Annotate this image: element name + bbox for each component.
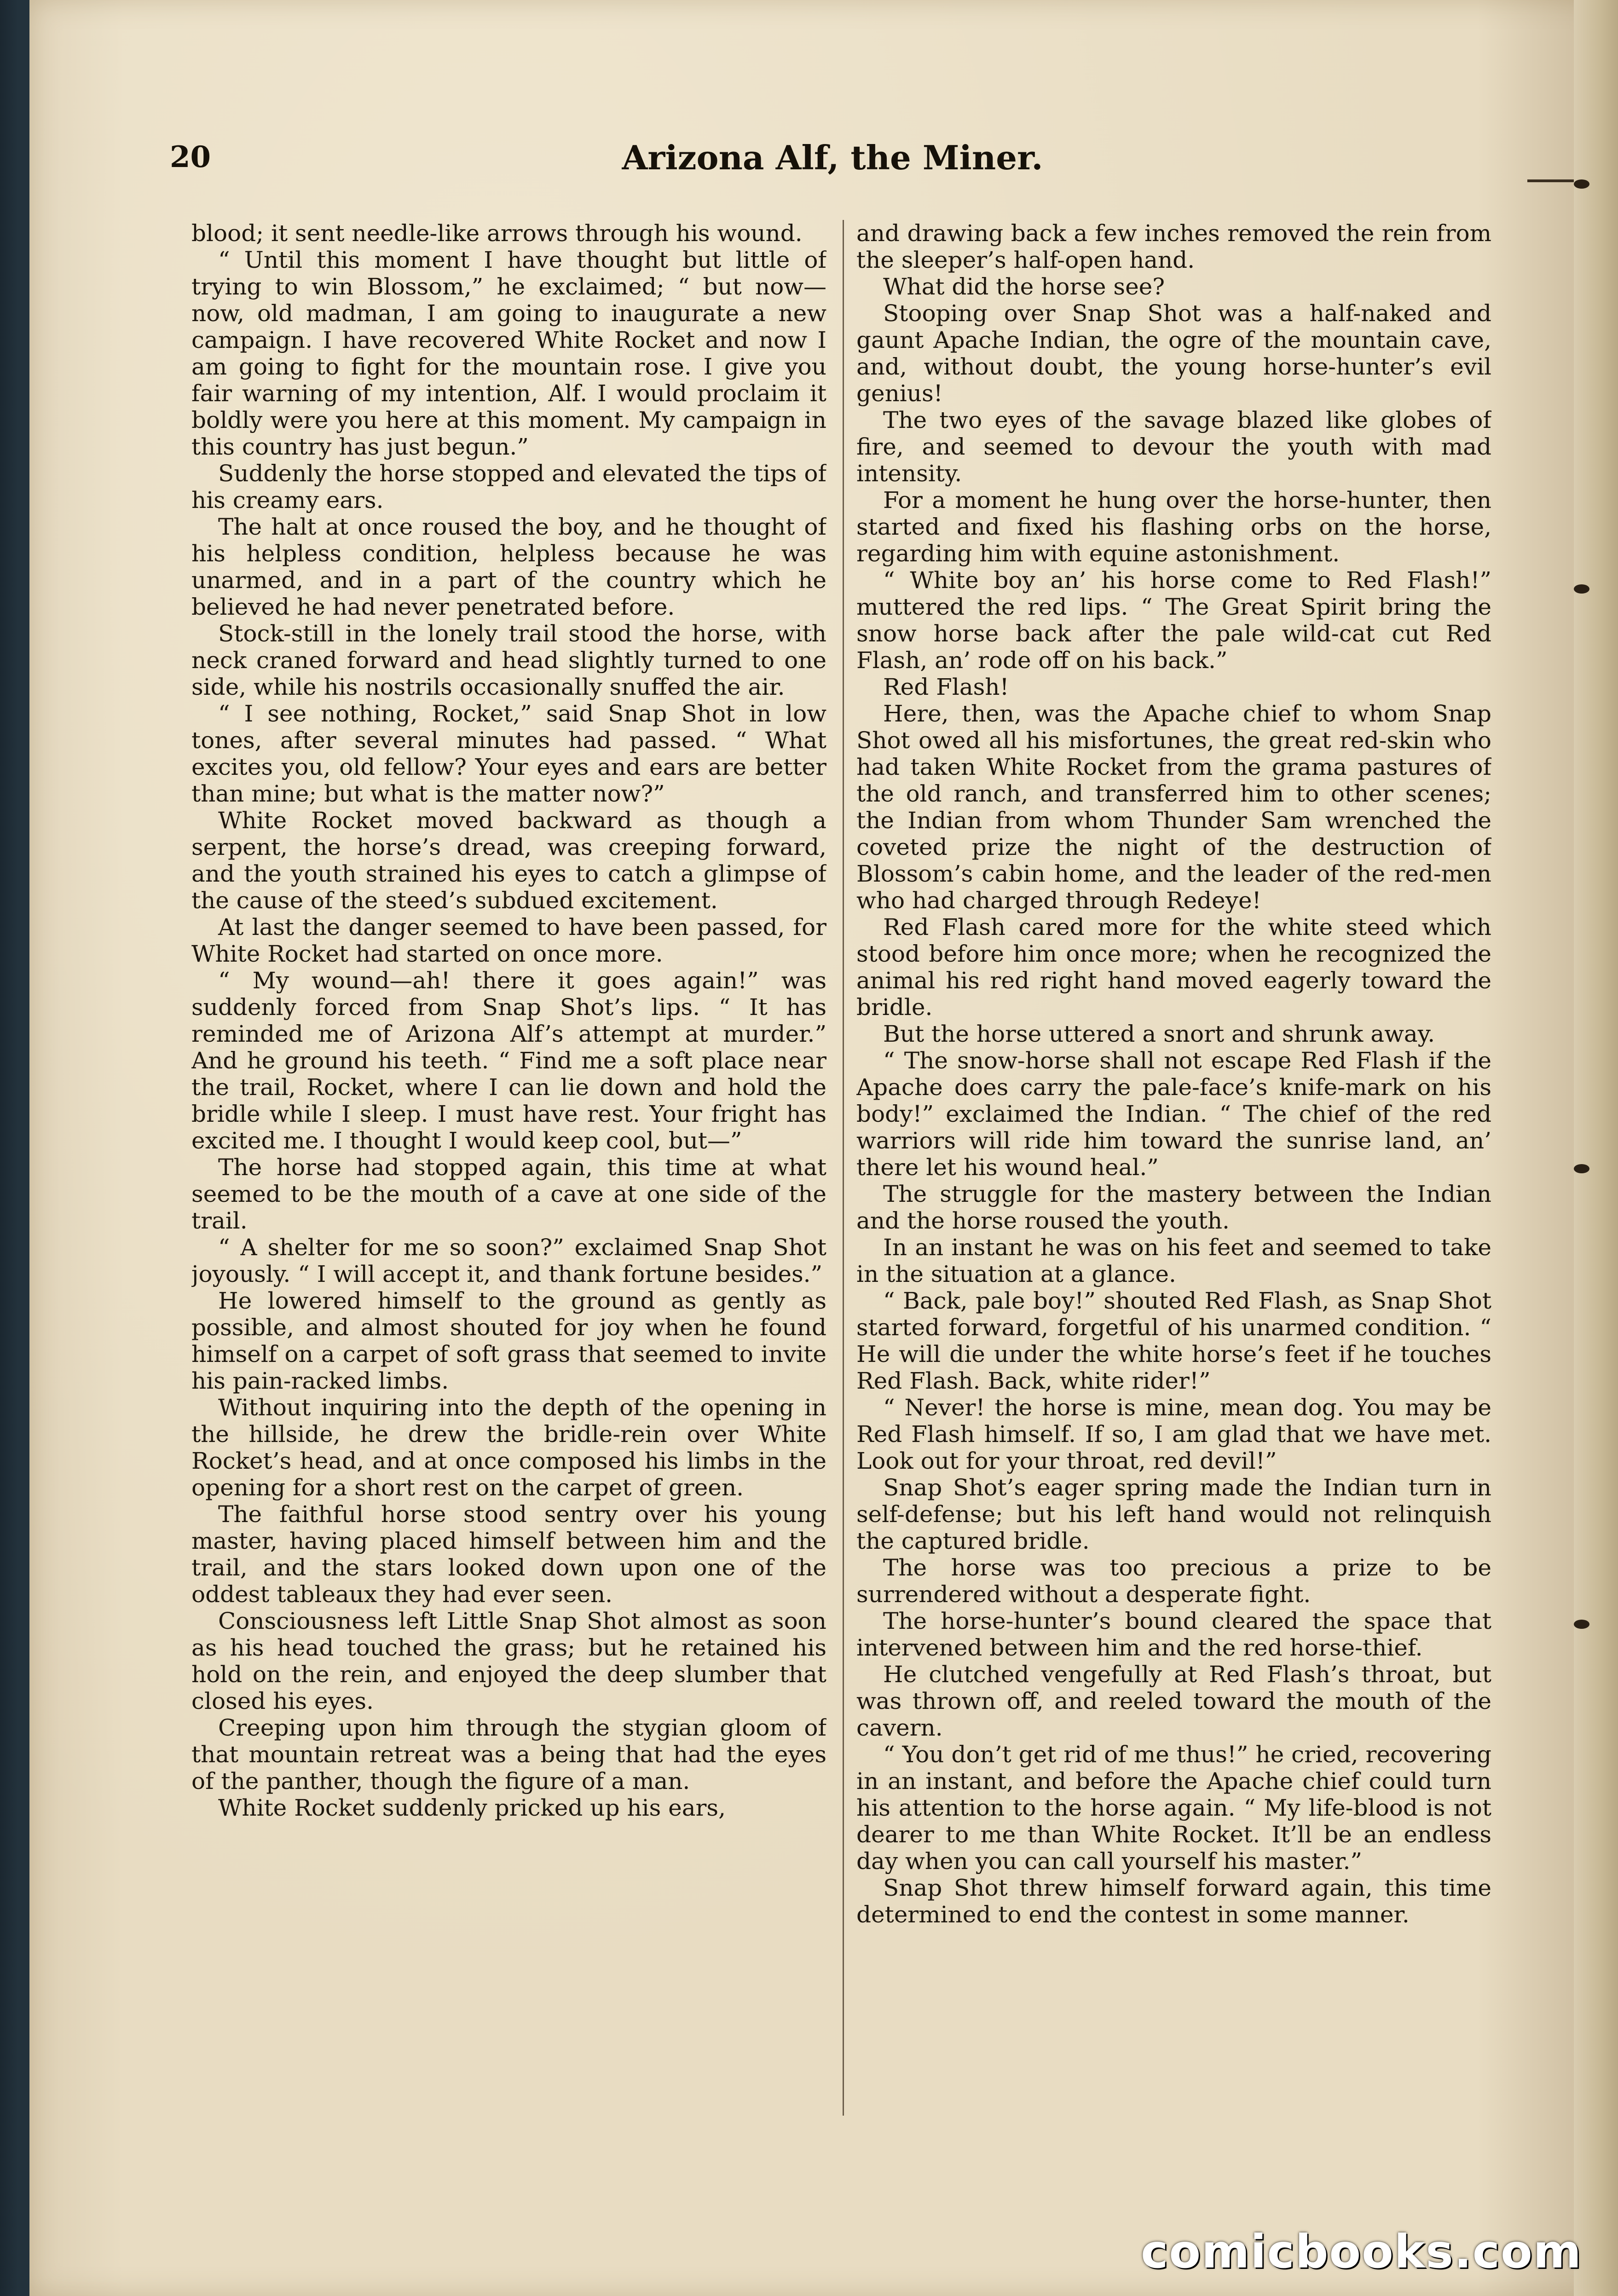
paragraph: White Rocket moved backward as though a serpent, the horse’s dread, was creeping forward, and the youth strained his eyes to catch a glimpse of the cause of the steed’s subdued excitement. <box>191 807 826 914</box>
paragraph: He lowered himself to the ground as gently as possible, and almost shouted for joy when he found himself on a carpet of soft grass that seemed to invite his pain-racked limbs. <box>191 1287 826 1394</box>
paragraph: Here, then, was the Apache chief to whom Snap Shot owed all his misfortunes, the great red-skin who had taken White Rocket from the grama pastures of the old ranch, and transferred him to other scenes; the Indian from whom Thunder Sam wrenched the coveted prize the night of the destruction of Blossom’s cabin home, and the leader of the red-men who had charged through Redeye! <box>856 700 1491 914</box>
right-column <box>856 220 1491 2152</box>
paragraph: The struggle for the mastery between the Indian and the horse roused the youth. <box>856 1181 1491 1234</box>
page-header <box>170 138 1495 189</box>
paragraph: Suddenly the horse stopped and elevated the tips of his creamy ears. <box>191 460 826 513</box>
paragraph: Snap Shot’s eager spring made the Indian turn in self-defense; but his left hand would not relinquish the captured bridle. <box>856 1474 1491 1554</box>
paragraph: White Rocket suddenly pricked up his ears, <box>218 1794 726 1821</box>
paragraph: The horse was too precious a prize to be surrendered without a desperate fight. <box>856 1554 1491 1608</box>
paragraph: The faithful horse stood sentry over his young master, having placed himself between him and the trail, and the stars looked down upon one of the oddest tableaux they had ever seen. <box>191 1501 826 1608</box>
paragraph: “ The snow-horse shall not escape Red Flash if the Apache does carry the pale-face’s knife-mark on his body!” exclaimed the Indian. “ The chief of the red warriors will ride him toward the sunrise land, an’ there let his wound heal.” <box>856 1047 1491 1181</box>
paragraph: Consciousness left Little Snap Shot almost as soon as his head touched the grass; but he retained his hold on the rein, and enjoyed the deep slumber that closed his eyes. <box>191 1608 826 1714</box>
paragraph: What did the horse see? <box>883 273 1165 300</box>
paragraph: “ Back, pale boy!” shouted Red Flash, as Snap Shot started forward, forgetful of his unarmed condition. “ He will die under the white horse’s feet if he touches Red Flash. Back, white rider!” <box>856 1287 1491 1394</box>
watermark: comicbooks.com <box>1141 2225 1582 2279</box>
adjacent-page-edge <box>1574 0 1618 2296</box>
binding-hole <box>1574 1164 1589 1173</box>
paragraph: “ White boy an’ his horse come to Red Flash!” muttered the red lips. “ The Great Spirit bring the snow horse back after the pale wild-cat cut Red Flash, an’ rode off on his back.” <box>856 567 1491 674</box>
paragraph: He clutched vengefully at Red Flash’s throat, but was thrown off, and reeled toward the mouth of the cavern. <box>856 1661 1491 1741</box>
running-title: Arizona Alf, the Miner. <box>622 138 1043 177</box>
column-divider <box>843 220 844 2116</box>
paragraph: “ Until this moment I have thought but little of trying to win Blossom,” he exclaimed; “ but now—now, old madman, I am going to inaugurate a new campaign. I have recovered White Rocket and now I am going to fight for the mountain rose. I give you fair warning of my intention, Alf. I would proclaim it boldly were you here at this moment. My campaign in this country has just begun.” <box>191 247 826 460</box>
paragraph: In an instant he was on his feet and seemed to take in the situation at a glance. <box>856 1234 1491 1287</box>
paragraph: “ You don’t get rid of me thus!” he cried, recovering in an instant, and before the Apache chief could turn his attention to the horse again. “ My life-blood is not dearer to me than White Rocket. It’ll be an endless day when you can call yourself his master.” <box>856 1741 1491 1875</box>
paragraph: But the horse uttered a snort and shrunk away. <box>883 1021 1435 1047</box>
magazine-page <box>29 0 1603 2296</box>
paragraph: At last the danger seemed to have been passed, for White Rocket had started on once more. <box>191 914 826 967</box>
paragraph: Stock-still in the lonely trail stood the horse, with neck craned forward and head slightly turned to one side, while his nostrils occasionally snuffed the air. <box>191 620 826 700</box>
paragraph: For a moment he hung over the horse-hunter, then started and fixed his flashing orbs on the horse, regarding him with equine astonishment. <box>856 487 1491 567</box>
binding-hole <box>1574 1620 1589 1629</box>
paragraph: blood; it sent needle-like arrows through his wound. <box>191 220 803 247</box>
paragraph: The horse-hunter’s bound cleared the space that intervened between him and the red horse-thief. <box>856 1608 1491 1661</box>
binding-hole <box>1574 584 1589 594</box>
paragraph: “ My wound—ah! there it goes again!” was suddenly forced from Snap Shot’s lips. “ It has reminded me of Arizona Alf’s attempt at murder.” And he ground his teeth. “ Find me a soft place near the trail, Rocket, where I can lie down and hold the bridle while I sleep. I must have rest. Your fright has excited me. I thought I would keep cool, but—” <box>191 967 826 1154</box>
paragraph: Red Flash cared more for the white steed which stood before him once more; when he recognized the animal his red right hand moved eagerly toward the bridle. <box>856 914 1491 1021</box>
paragraph: The halt at once roused the boy, and he thought of his helpless condition, helpless because he was unarmed, and in a part of the country which he believed he had never penetrated before. <box>191 513 826 620</box>
binding-hole <box>1574 179 1589 189</box>
paragraph: Snap Shot threw himself forward again, this time determined to end the contest in some manner. <box>856 1875 1491 1928</box>
paragraph: Stooping over Snap Shot was a half-naked and gaunt Apache Indian, the ogre of the mountain cave, and, without doubt, the young horse-hunter’s evil genius! <box>856 300 1491 407</box>
left-column <box>191 220 826 2152</box>
paragraph: “ I see nothing, Rocket,” said Snap Shot in low tones, after several minutes had passed. “ What excites you, old fellow? Your eyes and ears are better than mine; but what is the matter now?” <box>191 700 826 807</box>
text-columns <box>191 220 1508 2152</box>
paragraph: Red Flash! <box>883 674 1009 700</box>
paragraph: Creeping upon him through the stygian gloom of that mountain retreat was a being that had the eyes of the panther, though the figure of a man. <box>191 1714 826 1794</box>
paragraph: and drawing back a few inches removed the rein from the sleeper’s half-open hand. <box>856 220 1491 273</box>
paragraph: The two eyes of the savage blazed like globes of fire, and seemed to devour the youth with mad intensity. <box>856 407 1491 487</box>
paragraph: Without inquiring into the depth of the opening in the hillside, he drew the bridle-rein over White Rocket’s head, and at once composed his limbs in the opening for a short rest on the carpet of green. <box>191 1394 826 1501</box>
page-number: 20 <box>170 140 211 174</box>
paragraph: “ Never! the horse is mine, mean dog. You may be Red Flash himself. If so, I am glad that we have met. Look out for your throat, red devil!” <box>856 1394 1491 1474</box>
paragraph: The horse had stopped again, this time at what seemed to be the mouth of a cave at one side of the trail. <box>191 1154 826 1234</box>
paragraph: “ A shelter for me so soon?” exclaimed Snap Shot joyously. “ I will accept it, and thank fortune besides.” <box>191 1234 826 1287</box>
